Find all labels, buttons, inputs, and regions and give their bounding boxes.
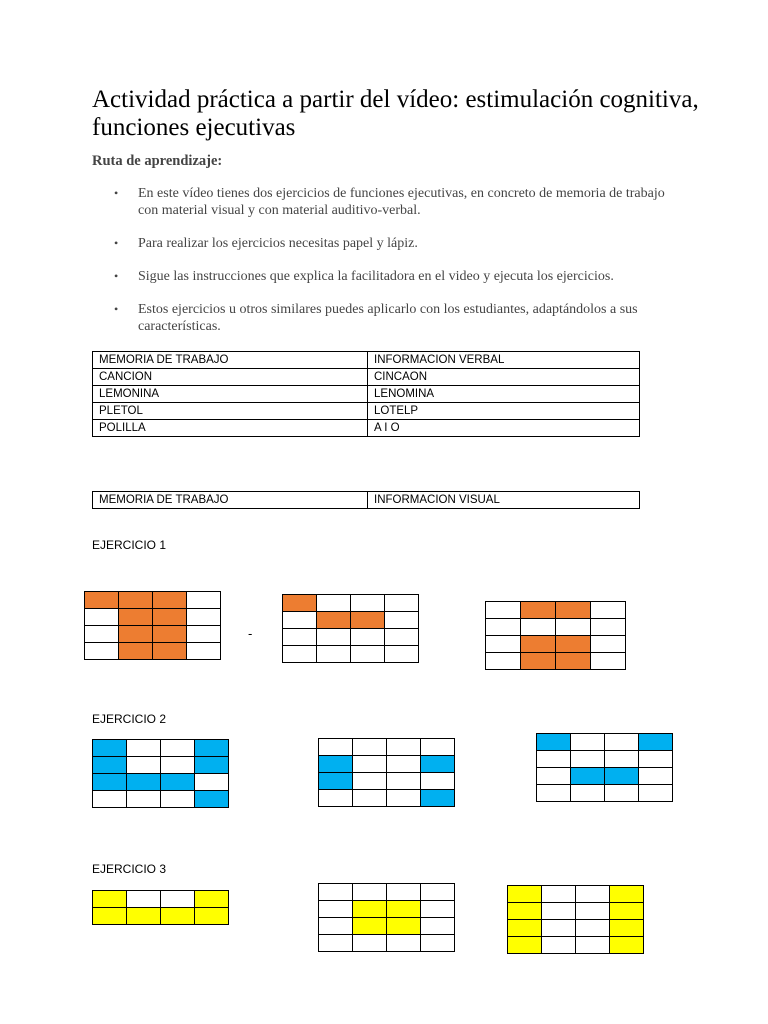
grid-cell-filled: [521, 636, 556, 653]
grid-row: [319, 739, 455, 756]
grid-cell-empty: [85, 609, 119, 626]
grid-row: [508, 937, 644, 954]
grid-row: [319, 901, 455, 918]
grid-cell-empty: [591, 636, 626, 653]
grid-cell-filled: [508, 920, 542, 937]
grid-row: [508, 920, 644, 937]
table-row: [93, 386, 640, 403]
grid-cell-empty: [571, 751, 605, 768]
exercise-3-grid-3: [507, 885, 644, 954]
grid-cell-empty: [576, 886, 610, 903]
grid-cell-filled: [351, 612, 385, 629]
table-cell: LEMONINA: [93, 386, 368, 403]
grid-cell-filled: [153, 592, 187, 609]
grid-cell-empty: [605, 734, 639, 751]
grid-cell-filled: [153, 609, 187, 626]
grid-cell-filled: [387, 918, 421, 935]
grid-cell-filled: [195, 891, 229, 908]
grid-cell-empty: [486, 636, 521, 653]
bullet-icon: •: [114, 269, 119, 283]
table-cell: CINCAON: [368, 369, 640, 386]
grid-row: [283, 629, 419, 646]
exercise-1-grid-3: [485, 601, 626, 670]
list-item-text: Para realizar los ejercicios necesitas papel y lápiz.: [138, 236, 418, 251]
grid-row: [93, 757, 229, 774]
grid-cell-empty: [187, 643, 221, 660]
grid-cell-filled: [353, 901, 387, 918]
grid-cell-empty: [576, 903, 610, 920]
exercise-2-label: EJERCICIO 2: [92, 712, 167, 726]
grid-cell-filled: [93, 757, 127, 774]
grid-cell-filled: [319, 773, 353, 790]
grid-cell-filled: [93, 891, 127, 908]
grid-cell-filled: [571, 768, 605, 785]
grid-cell-empty: [319, 884, 353, 901]
grid-cell-empty: [127, 791, 161, 808]
grid-cell-filled: [127, 908, 161, 925]
grid-row: [93, 891, 229, 908]
grid-cell-empty: [283, 612, 317, 629]
grid-cell-filled: [421, 756, 455, 773]
table-row: [93, 420, 640, 437]
grid-cell-empty: [421, 884, 455, 901]
grid-cell-empty: [639, 768, 673, 785]
bullet-icon: •: [114, 186, 119, 200]
grid-row: [486, 653, 626, 670]
table-header-cell: INFORMACION VERBAL: [368, 352, 640, 369]
grid-row: [319, 756, 455, 773]
exercise-1-grid-2: [282, 594, 419, 663]
bullet-icon: •: [114, 302, 119, 316]
grid-row: [486, 619, 626, 636]
grid-row: [85, 643, 221, 660]
grid-cell-empty: [556, 619, 591, 636]
grid-row: [85, 592, 221, 609]
grid-cell-empty: [353, 935, 387, 952]
grid-cell-filled: [508, 937, 542, 954]
grid-row: [537, 734, 673, 751]
grid-cell-empty: [317, 629, 351, 646]
grid-cell-empty: [85, 643, 119, 660]
grid-cell-empty: [127, 757, 161, 774]
grid-row: [283, 646, 419, 663]
grid-cell-filled: [521, 653, 556, 670]
grid-cell-empty: [283, 629, 317, 646]
grid-cell-empty: [387, 790, 421, 807]
grid-cell-filled: [610, 937, 644, 954]
grid-cell-filled: [610, 920, 644, 937]
visual-memory-table: [92, 491, 640, 509]
table-header-cell: INFORMACION VISUAL: [368, 492, 640, 509]
exercise-2-grid-1: [92, 739, 229, 808]
grid-cell-filled: [421, 790, 455, 807]
grid-row: [93, 908, 229, 925]
grid-cell-filled: [93, 740, 127, 757]
grid-cell-empty: [542, 886, 576, 903]
grid-cell-empty: [317, 646, 351, 663]
grid-cell-filled: [119, 626, 153, 643]
grid-cell-filled: [319, 756, 353, 773]
grid-cell-empty: [283, 646, 317, 663]
grid-cell-empty: [317, 595, 351, 612]
grid-cell-empty: [351, 595, 385, 612]
exercise-1-label: EJERCICIO 1: [92, 538, 167, 552]
grid-row: [85, 626, 221, 643]
table-header-row: [93, 352, 640, 369]
grid-cell-filled: [119, 643, 153, 660]
exercise-2-grid-3: [536, 733, 673, 802]
grid-cell-empty: [387, 935, 421, 952]
grid-cell-empty: [521, 619, 556, 636]
grid-row: [486, 602, 626, 619]
grid-cell-filled: [556, 602, 591, 619]
separator-dash: -: [248, 626, 253, 641]
grid-cell-empty: [195, 774, 229, 791]
grid-cell-filled: [610, 886, 644, 903]
grid-cell-empty: [571, 734, 605, 751]
grid-cell-empty: [486, 653, 521, 670]
grid-cell-empty: [387, 884, 421, 901]
grid-cell-empty: [127, 740, 161, 757]
grid-cell-empty: [161, 891, 195, 908]
grid-cell-empty: [571, 785, 605, 802]
grid-cell-empty: [353, 739, 387, 756]
grid-row: [319, 884, 455, 901]
grid-row: [283, 595, 419, 612]
grid-cell-empty: [576, 920, 610, 937]
grid-cell-filled: [537, 734, 571, 751]
grid-cell-empty: [542, 920, 576, 937]
grid-cell-empty: [387, 739, 421, 756]
grid-cell-empty: [353, 756, 387, 773]
grid-cell-empty: [187, 609, 221, 626]
exercise-3-label: EJERCICIO 3: [92, 862, 167, 876]
grid-cell-empty: [85, 626, 119, 643]
grid-cell-empty: [319, 918, 353, 935]
grid-cell-filled: [283, 595, 317, 612]
grid-cell-filled: [556, 653, 591, 670]
list-item-text: Sigue las instrucciones que explica la facilitadora en el video y ejecuta los ejercicios.: [138, 269, 614, 284]
grid-cell-empty: [639, 785, 673, 802]
bullet-icon: •: [114, 236, 119, 250]
grid-row: [319, 773, 455, 790]
grid-cell-filled: [153, 626, 187, 643]
grid-cell-empty: [421, 901, 455, 918]
grid-cell-filled: [605, 768, 639, 785]
list-item-text: En este vídeo tienes dos ejercicios de funciones ejecutivas, en concreto de memoria de trabajo con material visual y con material auditivo-verbal.: [138, 186, 665, 218]
grid-cell-empty: [537, 768, 571, 785]
grid-cell-filled: [93, 908, 127, 925]
grid-cell-filled: [161, 908, 195, 925]
grid-cell-empty: [591, 653, 626, 670]
grid-cell-empty: [537, 751, 571, 768]
grid-cell-empty: [605, 751, 639, 768]
exercise-3-grid-1: [92, 890, 229, 925]
grid-row: [508, 886, 644, 903]
grid-cell-filled: [195, 740, 229, 757]
grid-cell-filled: [93, 774, 127, 791]
grid-cell-empty: [385, 646, 419, 663]
table-header-row: [93, 492, 640, 509]
grid-row: [319, 935, 455, 952]
grid-cell-empty: [351, 629, 385, 646]
grid-cell-empty: [385, 612, 419, 629]
grid-row: [85, 609, 221, 626]
grid-row: [283, 612, 419, 629]
grid-cell-empty: [93, 791, 127, 808]
grid-cell-empty: [576, 937, 610, 954]
grid-cell-filled: [127, 774, 161, 791]
grid-cell-filled: [387, 901, 421, 918]
grid-cell-empty: [421, 773, 455, 790]
grid-cell-empty: [385, 595, 419, 612]
grid-cell-empty: [161, 791, 195, 808]
grid-cell-empty: [605, 785, 639, 802]
grid-cell-empty: [387, 756, 421, 773]
grid-cell-empty: [161, 740, 195, 757]
grid-cell-empty: [353, 790, 387, 807]
grid-cell-empty: [385, 629, 419, 646]
grid-cell-filled: [639, 734, 673, 751]
grid-row: [486, 636, 626, 653]
grid-cell-empty: [187, 626, 221, 643]
table-cell: CANCION: [93, 369, 368, 386]
grid-cell-empty: [542, 903, 576, 920]
document-title: Actividad práctica a partir del vídeo: estimulación cognitiva, funciones ejecutivas: [92, 86, 699, 141]
grid-row: [93, 791, 229, 808]
grid-cell-filled: [556, 636, 591, 653]
list-item-text: Estos ejercicios u otros similares puedes aplicarlo con los estudiantes, adaptándolos a sus características.: [138, 302, 638, 334]
grid-cell-empty: [591, 619, 626, 636]
grid-cell-filled: [317, 612, 351, 629]
list-item: [92, 268, 682, 285]
grid-cell-filled: [195, 908, 229, 925]
grid-cell-empty: [351, 646, 385, 663]
table-cell: LENOMINA: [368, 386, 640, 403]
grid-cell-empty: [591, 602, 626, 619]
grid-cell-empty: [319, 901, 353, 918]
grid-row: [93, 774, 229, 791]
grid-cell-empty: [542, 937, 576, 954]
table-header-cell: MEMORIA DE TRABAJO: [93, 352, 368, 369]
grid-row: [93, 740, 229, 757]
grid-row: [319, 790, 455, 807]
grid-cell-filled: [508, 903, 542, 920]
grid-cell-filled: [119, 609, 153, 626]
grid-cell-empty: [421, 739, 455, 756]
grid-cell-filled: [353, 918, 387, 935]
grid-cell-filled: [508, 886, 542, 903]
grid-cell-filled: [85, 592, 119, 609]
table-cell: POLILLA: [93, 420, 368, 437]
grid-cell-empty: [187, 592, 221, 609]
grid-cell-empty: [421, 935, 455, 952]
table-row: [93, 403, 640, 420]
grid-cell-filled: [610, 903, 644, 920]
grid-cell-empty: [421, 918, 455, 935]
grid-cell-empty: [486, 602, 521, 619]
grid-cell-filled: [195, 791, 229, 808]
grid-cell-filled: [119, 592, 153, 609]
grid-cell-empty: [127, 891, 161, 908]
exercise-3-grid-2: [318, 883, 455, 952]
grid-row: [537, 751, 673, 768]
grid-cell-empty: [319, 790, 353, 807]
grid-cell-filled: [195, 757, 229, 774]
grid-row: [319, 918, 455, 935]
grid-cell-filled: [521, 602, 556, 619]
grid-cell-empty: [319, 935, 353, 952]
grid-cell-empty: [319, 739, 353, 756]
table-cell: PLETOL: [93, 403, 368, 420]
exercise-2-grid-2: [318, 738, 455, 807]
grid-cell-filled: [161, 774, 195, 791]
table-header-cell: MEMORIA DE TRABAJO: [93, 492, 368, 509]
grid-cell-empty: [161, 757, 195, 774]
table-row: [93, 369, 640, 386]
grid-cell-filled: [153, 643, 187, 660]
list-item: [92, 301, 682, 335]
learning-path-subtitle: Ruta de aprendizaje:: [92, 153, 223, 169]
grid-cell-empty: [486, 619, 521, 636]
grid-cell-empty: [353, 884, 387, 901]
grid-cell-empty: [537, 785, 571, 802]
grid-row: [537, 785, 673, 802]
grid-cell-empty: [639, 751, 673, 768]
exercise-1-grid-1: [84, 591, 221, 660]
grid-row: [537, 768, 673, 785]
verbal-memory-table: [92, 351, 640, 437]
instructions-list: [92, 185, 682, 351]
list-item: [92, 185, 682, 219]
grid-cell-empty: [353, 773, 387, 790]
table-cell: LOTELP: [368, 403, 640, 420]
grid-row: [508, 903, 644, 920]
grid-cell-empty: [387, 773, 421, 790]
list-item: [92, 235, 682, 252]
table-cell: A I O: [368, 420, 640, 437]
